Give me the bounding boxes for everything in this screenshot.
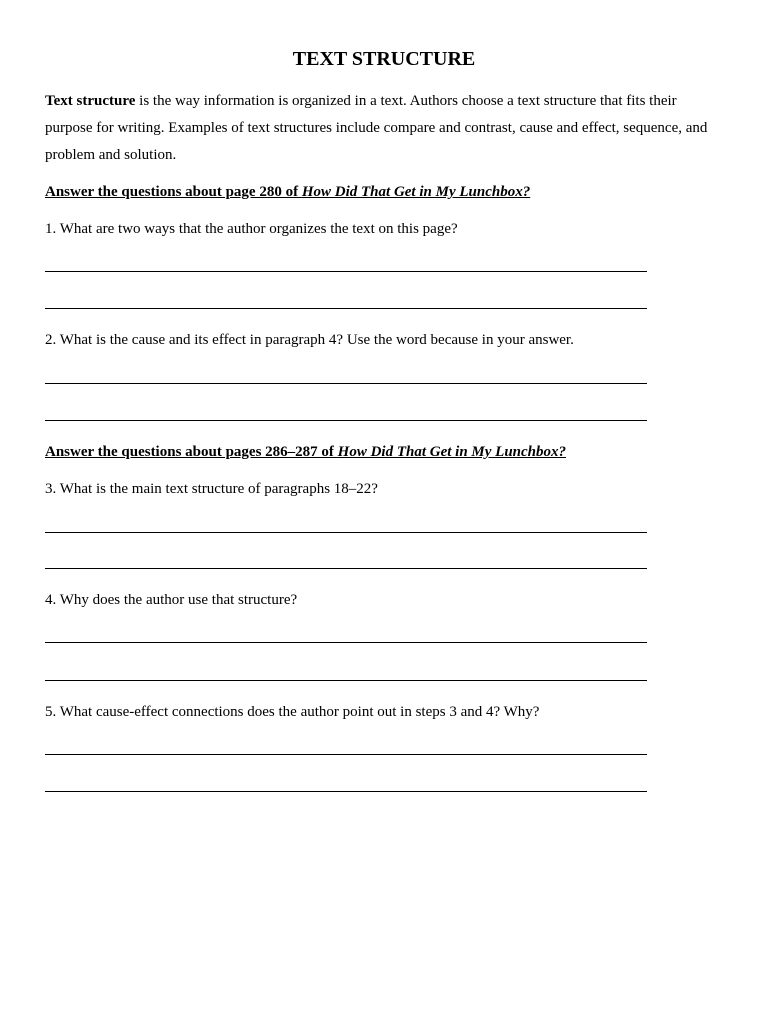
answer-line-3b[interactable] — [45, 568, 647, 569]
book-title: How Did That Get in My Lunchbox? — [337, 444, 567, 460]
question-5: 5. What cause-effect connections does the author point out in steps 3 and 4? Why? — [45, 704, 540, 720]
intro-text: is the way information is organized in a text. Authors choose a text structure that fits their purpose for writing. Examples of text structures include compare and contrast, cause and effect, sequence, and problem and solution. — [45, 93, 708, 163]
page-title: TEXT STRUCTURE — [292, 48, 476, 70]
answer-line-3a[interactable] — [45, 532, 647, 533]
question-1: 1. What are two ways that the author organizes the text on this page? — [45, 221, 458, 237]
section-heading-prefix: Answer the questions about page 280 of — [45, 184, 302, 200]
answer-line-2a[interactable] — [45, 383, 647, 384]
book-title: How Did That Get in My Lunchbox? — [301, 184, 531, 200]
answer-line-5b[interactable] — [45, 791, 647, 792]
answer-line-1b[interactable] — [45, 308, 647, 309]
section-heading-2 — [45, 442, 717, 462]
answer-line-1a[interactable] — [45, 271, 647, 272]
section-heading-prefix: Answer the questions about pages 286–287 of — [45, 444, 338, 460]
question-4: 4. Why does the author use that structure? — [45, 592, 298, 608]
section-heading-1 — [45, 182, 717, 202]
answer-line-4a[interactable] — [45, 642, 647, 643]
answer-line-5a[interactable] — [45, 754, 647, 755]
answer-line-4b[interactable] — [45, 680, 647, 681]
question-3: 3. What is the main text structure of paragraphs 18–22? — [45, 481, 378, 497]
intro-term: Text structure — [45, 93, 136, 109]
answer-line-2b[interactable] — [45, 420, 647, 421]
intro-paragraph — [45, 88, 717, 169]
question-2: 2. What is the cause and its effect in paragraph 4? Use the word because in your answer. — [45, 332, 574, 348]
